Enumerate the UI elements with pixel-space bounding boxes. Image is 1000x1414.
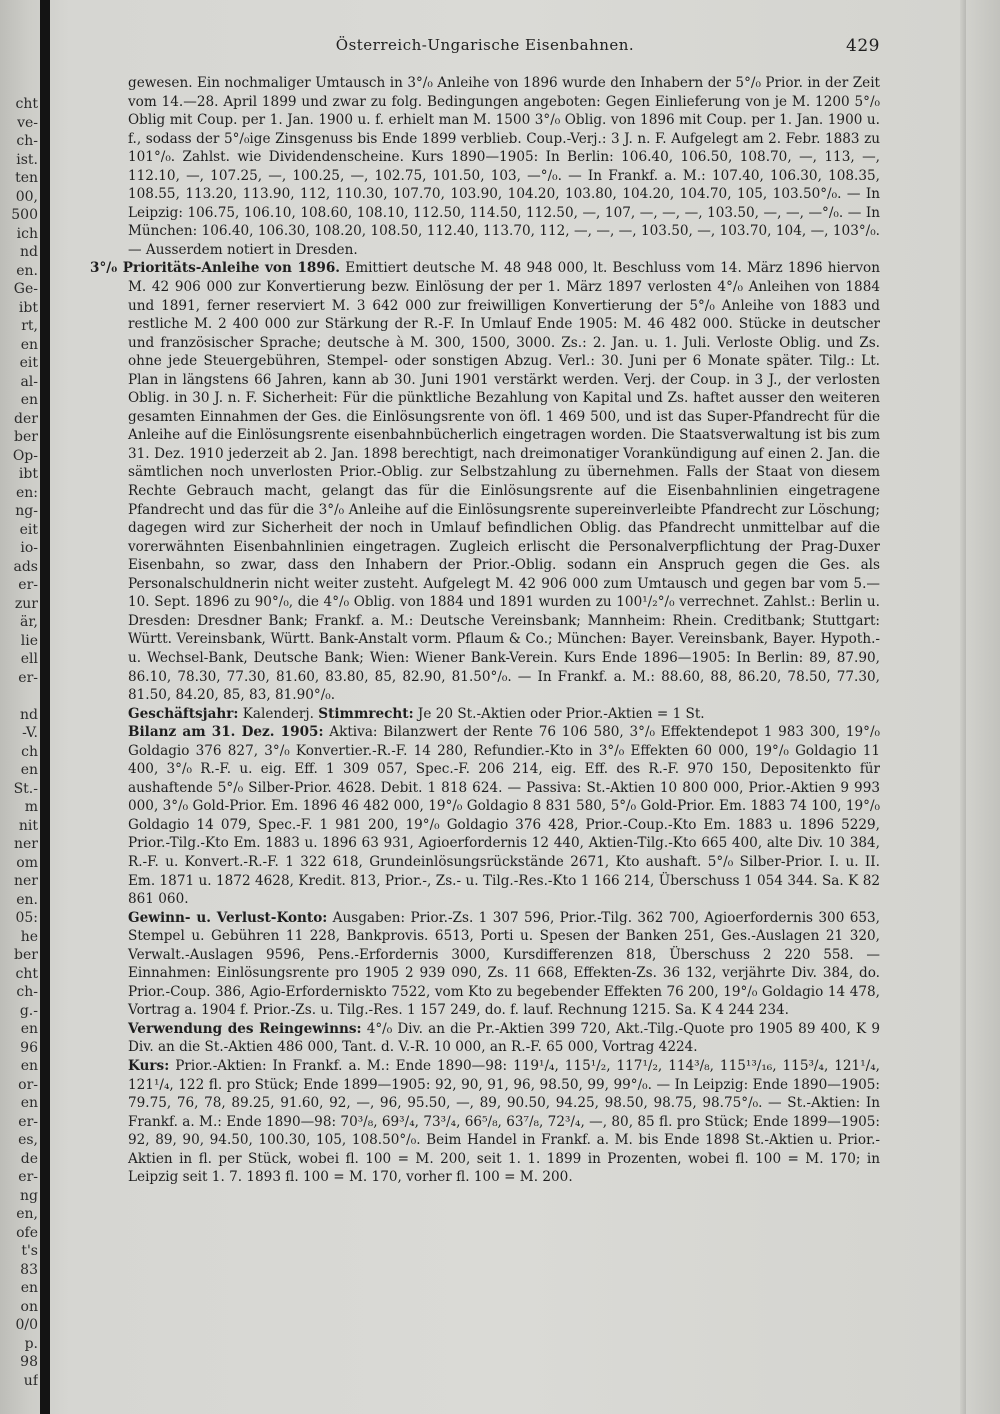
margin-fragment: ch-	[16, 984, 38, 1000]
margin-fragment: 500	[11, 207, 38, 223]
paragraph-text: Je 20 St.-Aktien oder Prior.-Aktien = 1 St.	[413, 705, 705, 722]
margin-fragment: der	[14, 410, 38, 427]
margin-fragment: ich	[16, 225, 38, 242]
margin-fragment: är,	[20, 614, 38, 630]
running-title: Österreich-Ungarische Eisenbahnen.	[335, 36, 635, 54]
margin-fragment: 98	[20, 1354, 38, 1370]
page-number: 429	[846, 36, 880, 56]
margin-fragment: er-	[18, 577, 38, 593]
margin-fragment: rt,	[21, 318, 38, 334]
paragraph-heading-stimmrecht: Stimmrecht:	[318, 705, 414, 722]
margin-fragment: or-	[18, 1076, 38, 1093]
margin-fragment: er-	[18, 1169, 38, 1185]
margin-fragment: p.	[24, 1335, 38, 1352]
margin-fragment: al-	[20, 373, 38, 390]
margin-fragment: en	[20, 392, 38, 408]
paragraph-text: Emittiert deutsche M. 48 948 000, lt. Beschluss vom 14. März 1896 hiervon M. 42 906 000 zur Konvertierung bezw. Einlösung der per 1. März 1897 verlosten 4°/₀ Anleihen von 1884 und 1891, ferner reserviert M. 3 642 000 zur freiwilligen Konvertierung der 5°/₀ Anleihe von 1883 und restliche M. 2 400 000 zur Stärkung der R.-F. In Umlauf Ende 1905: M. 46 482 000. Stücke in deutscher und französischer Sprache; deutsche à M. 300, 1500, 3000. Zs.: 2. Jan. u. 1. Juli. Verloste Oblig. und Zs. ohne jede Steuergebühren, Stempel- oder sonstigen Abzug. Verl.: 30. Juni per 6 Monate später. Tilg.: Lt. Plan in längstens 66 Jahren, kann ab 30. Juni 1901 verstärkt werden. Verj. der Coup. in 3 J., der verlosten Oblig. in 30 J. n. F. Sicherheit: Für die pünktliche Bezahlung von Kapital und Zs. haftet ausser den weiteren gesamten Einnahmen der Ges. die Einlösungsrente von öfl. 1 469 500, und ist das Super-Pfandrecht für die Anleihe auf die Einlösungsrente eisenbahnbücherlich eingetragen worden. Die Staatsverwaltung ist bis zum 31. Dez. 1910 jederzeit ab 2. Jan. 1898 berechtigt, nach dreimonatiger Vorankündigung auf einen 2. Jan. die sämtlichen noch unverlosten Prior.-Oblig. zur Selbstzahlung zu übernehmen. Falls der Staat von diesem Rechte Gebrauch macht, gelangt das für die Einlösungsrente auf die Eisenbahnlinien eingetragene Pfandrecht und das für die 3°/₀ Anleihe auf die Einlösungsrente supereinverleibte Pfandrecht zur Löschung; dagegen wird zur Sicherheit der noch in Umlauf befindlichen Oblig. das Pfandrecht unmittelbar auf die vorerwähnten Eisenbahnlinien eingetragen. Zugleich erlischt die Personalverpflichtung der Prag-Duxer Eisenbahn, so zwar, dass den Inhabern der Prior.-Oblig. sodann ein Anspruch gegen die Ges. als Personalschuldnerin nicht weiter zusteht. Aufgelegt M. 42 906 000 zum Umtausch und gegen bar vom 5.—10. Sept. 1896 zu 90°/₀, die 4°/₀ Oblig. von 1884 und 1891 wurden zu 100¹/₂°/₀ verrechnet. Zahlst.: Berlin u. Dresden: Dresdner Bank; Frankf. a. M.: Deutsche Vereinsbank; Mannheim: Rhein. Creditbank; Stuttgart: Württ. Vereinsbank, Württ. Bank-Anstalt vorm. Pflaum & Co.; München: Bayer. Vereinsbank, Bayer. Hypoth.- u. Wechsel-Bank, Deutsche Bank; Wien: Wiener Bank-Verein. Kurs Ende 1896—1905: In Berlin: 89, 87.90, 86.10, 78.30, 77.30, 81.60, 83.80, 85, 82.90, 81.50°/₀. — In Frankf. a. M.: 88.60, 88, 86.20, 78.50, 77.30, 81.50, 84.20, 85, 83, 81.90°/₀.	[128, 260, 880, 704]
paragraph-heading: Geschäftsjahr:	[128, 705, 239, 722]
paragraph-reingewinn	[90, 1020, 880, 1057]
paragraph-prioritaets-anleihe	[90, 259, 880, 704]
margin-fragment: zur	[14, 595, 38, 612]
paragraph-bilanz	[90, 723, 880, 908]
margin-fragment: en	[20, 1280, 38, 1296]
paragraph-text: Aktiva: Bilanzwert der Rente 76 106 580, 3°/₀ Effektendepot 1 983 300, 19°/₀ Goldagio 376 827, 3°/₀ Konvertier.-R.-F. 14 280, Refundier.-Kto in 3°/₀ Effekten 60 000, 19°/₀ Goldagio 11 400, 3°/₀ R.-F. u. eig. Eff. 1 309 057, Spec.-F. 206 214, eig. Eff. des R.-F. 970 150, Depositenkto für aushaftende 5°/₀ Silber-Prior. 4628. Debit. 1 818 624. — Passiva: St.-Aktien 10 800 000, Prior.-Aktien 9 993 000, 3°/₀ Gold-Prior. Em. 1896 46 482 000, 19°/₀ Goldagio 8 831 580, 5°/₀ Gold-Prior. Em. 1883 74 100, 19°/₀ Goldagio 14 079, Spec.-F. 1 981 200, 19°/₀ Goldagio 376 428, Prior.-Coup.-Kto Em. 1883 u. 1896 5229, Prior.-Tilg.-Kto Em. 1883 u. 1896 63 931, Agioerfordernis 12 440, Aktien-Tilg.-Kto 665 400, alte Div. 10 384, R.-F. u. Konvert.-R.-F. 1 322 618, Grundeinlösungsrückstände 2671, Kto aushaft. 5°/₀ Silber-Prior. I. u. II. Em. 1871 u. 1872 4628, Kredit. 813, Prior.-, Zs.- u. Tilg.-Res.-Kto 1 166 214, Überschuss 1 054 344. Sa. K 82 861 060.	[128, 724, 880, 908]
margin-fragment: er-	[18, 669, 38, 686]
margin-fragment: ner	[14, 836, 38, 852]
page-body	[90, 74, 880, 1187]
margin-fragment: on	[20, 1298, 38, 1315]
margin-fragment: ber	[14, 429, 38, 445]
margin-fragment: ibt	[18, 466, 38, 482]
margin-fragment: cht	[15, 96, 38, 112]
paragraph-gewinn-verlust	[90, 909, 880, 1020]
margin-fragment: ner	[14, 873, 38, 889]
margin-fragment: Ge-	[13, 281, 38, 297]
margin-fragment: en	[20, 1095, 38, 1111]
margin-fragment: ch	[21, 743, 38, 760]
paragraph-heading: 3°/₀ Prioritäts-Anleihe von 1896.	[90, 260, 341, 277]
margin-fragment: de	[20, 1150, 38, 1167]
margin-fragment: Op-	[12, 447, 38, 464]
margin-fragment: 05:	[15, 910, 38, 926]
margin-fragment: eit	[19, 521, 38, 538]
page-edge	[960, 0, 966, 1414]
paragraph-heading: Verwendung des Reingewinns:	[128, 1020, 362, 1037]
margin-fragment: om	[16, 854, 38, 871]
margin-fragment	[0, 687, 38, 706]
margin-fragment: ber	[14, 947, 38, 963]
margin-fragment: m	[24, 799, 38, 815]
margin-fragment: ve-	[17, 114, 38, 131]
paragraph-text: Ausgaben: Prior.-Zs. 1 307 596, Prior.-Tilg. 362 700, Agioerfordernis 300 653, Stempel u. Gebühren 11 228, Bankprovis. 6513, Porti u. Spesen der Banken 251, Ges.-Auslagen 21 320, Verwalt.-Auslagen 9596, Pens.-Erfordernis 3000, Kursdifferenzen 818, Überschuss 2 220 558. — Einnahmen: Einlösungsrente pro 1905 2 939 090, Zs. 11 668, Effekten-Zs. 36 132, verjährte Div. 384, do. Prior.-Coup. 386, Agio-Erforderniskto 7522, vom Kto zu begebender Effekten 76 200, 19°/₀ Goldagio 14 478, Vortrag a. 1904 f. Prior.-Zs. u. Tilg.-Res. 1 157 249, do. f. lauf. Rechnung 1215. Sa. K 4 244 234.	[128, 909, 880, 1019]
margin-fragment: nd	[20, 706, 38, 723]
margin-fragment: ibt	[18, 299, 38, 316]
margin-fragment: ads	[13, 558, 38, 575]
margin-fragment: es,	[18, 1132, 38, 1148]
margin-fragment: en	[20, 762, 38, 778]
margin-fragment: uf	[23, 1372, 38, 1389]
margin-fragment: ch-	[16, 133, 38, 149]
margin-fragment: en	[20, 1058, 38, 1074]
margin-fragment: t's	[21, 1243, 38, 1259]
margin-fragment: -V.	[22, 725, 38, 741]
margin-fragment: nit	[18, 817, 38, 834]
paragraph-kurs	[90, 1057, 880, 1187]
paragraph-text: Prior.-Aktien: In Frankf. a. M.: Ende 1890—98: 119¹/₄, 115¹/₂, 117¹/₂, 114³/₈, 115¹³/₁₆, 115³/₄, 121¹/₄, 121¹/₄, 122 fl. pro Stück; Ende 1899—1905: 92, 90, 91, 96, 98.50, 99, 99°/₀. — In Leipzig: Ende 1890—1905: 79.75, 76, 78, 89.25, 91.60, 92, —, 96, 95.50, —, 89, 90.50, 94.25, 98.50, 98.75, 98.75°/₀. — St.-Aktien: In Frankf. a. M.: Ende 1890—98: 70³/₈, 69³/₄, 73³/₄, 66⁵/₈, 63⁷/₈, 72³/₄, —, 80, 85 fl. pro Stück; Ende 1899—1905: 92, 89, 90, 94.50, 100.30, 105, 108.50°/₀. Beim Handel in Frankf. a. M. bis Ende 1898 St.-Aktien u. Prior.-Aktien in fl. per Stück, wobei fl. 100 = M. 200, seit 1. 1. 1899 in Prozenten, wobei fl. 100 = M. 170; in Leipzig seit 1. 7. 1893 fl. 100 = M. 170, vorher fl. 100 = M. 200.	[128, 1057, 880, 1186]
paragraph-continuation	[90, 74, 880, 259]
margin-fragment: cht	[15, 965, 38, 982]
paragraph-text: gewesen. Ein nochmaliger Umtausch in 3°/₀ Anleihe von 1896 wurde den Inhabern der 5°/₀ Prior. in der Zeit vom 14.—28. April 1899 und zwar zu folg. Bedingungen angeboten: Gegen Einlieferung von je M. 1200 5°/₀ Oblig mit Coup. per 1. Jan. 1900 u. f. erhielt man M. 1500 3°/₀ Oblig. von 1896 mit Coup. per 1. Jan. 1900 u. f., sodass der 5°/₀ige Zinsgenuss bis Ende 1899 verblieb. Coup.-Verj.: 3 J. n. F. Aufgelegt am 2. Febr. 1883 zu 101°/₀. Zahlst. wie Dividendenscheine. Kurs 1890—1905: In Berlin: 106.40, 106.50, 108.70, —, 113, —, 112.10, —, 107.25, —, 100.25, —, 102.75, 101.50, 103, —°/₀. — In Frankf. a. M.: 107.40, 106.30, 108.35, 108.55, 113.20, 113.90, 112, 110.30, 107.70, 103.90, 104.20, 103.80, 104.20, 104.70, 105, 103.50°/₀. — In Leipzig: 106.75, 106.10, 108.60, 108.10, 112.50, 114.50, 112.50, —, 107, —, —, —, 103.50, —, —, —°/₀. — In München: 106.40, 106.30, 108.20, 108.50, 112.40, 113.70, 112, —, —, —, 103.50, —, 103.70, 104, —, 103°/₀. — Ausserdem notiert in Dresden.	[128, 75, 880, 258]
previous-page-column-fragments	[0, 95, 38, 1390]
margin-fragment: en	[20, 336, 38, 353]
margin-fragment: en	[20, 1021, 38, 1037]
margin-fragment: lie	[20, 632, 38, 649]
margin-fragment: ell	[20, 651, 38, 667]
paragraph-geschaeftsjahr	[90, 705, 880, 724]
margin-fragment: ist.	[16, 151, 38, 168]
margin-fragment: io-	[20, 540, 38, 556]
margin-fragment: g.-	[19, 1002, 38, 1019]
margin-fragment: en,	[16, 1206, 38, 1222]
margin-fragment: 00,	[15, 188, 38, 205]
margin-fragment: 96	[20, 1039, 38, 1056]
margin-fragment: ng	[20, 1187, 38, 1204]
margin-fragment: eit	[19, 355, 38, 371]
paragraph-text: 4°/₀ Div. an die Pr.-Aktien 399 720, Akt.-Tilg.-Quote pro 1905 89 400, K 9 Div. an die St.-Aktien 486 000, Tant. d. V.-R. 10 000, an R.-F. 65 000, Vortrag 4224.	[128, 1020, 881, 1056]
paragraph-heading: Gewinn- u. Verlust-Konto:	[128, 909, 328, 926]
margin-fragment: 0/0	[15, 1317, 38, 1333]
margin-fragment: en:	[15, 484, 38, 501]
margin-fragment: ten	[15, 170, 38, 186]
paragraph-heading: Bilanz am 31. Dez. 1905:	[128, 724, 324, 741]
margin-fragment: nd	[20, 244, 38, 260]
margin-fragment: 83	[20, 1261, 38, 1278]
margin-fragment: he	[20, 928, 38, 945]
paragraph-heading: Kurs:	[128, 1057, 170, 1074]
margin-fragment: er-	[18, 1113, 38, 1130]
margin-fragment: ng-	[15, 503, 38, 519]
margin-fragment: en.	[16, 262, 38, 279]
page-header	[90, 36, 880, 62]
margin-fragment: St.-	[13, 780, 38, 797]
book-gutter	[40, 0, 50, 1414]
margin-fragment: ofe	[16, 1224, 38, 1241]
paragraph-text: Kalenderj.	[238, 705, 319, 722]
margin-fragment: en.	[16, 891, 38, 908]
